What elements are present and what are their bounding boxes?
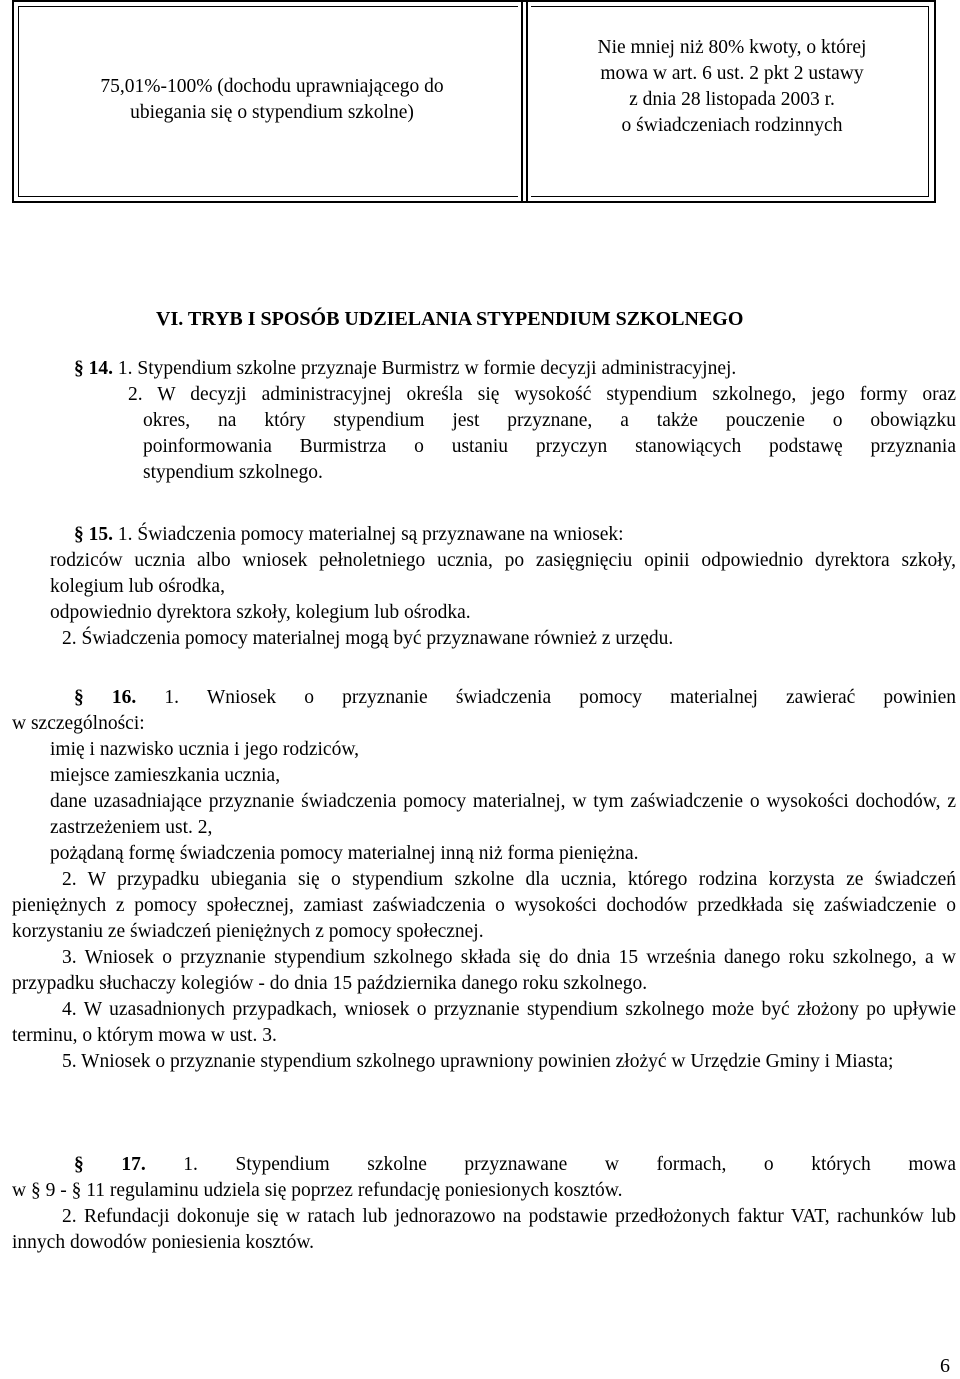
clause-text: 2. Świadczenia pomocy materialnej mogą być przyznawane również z urzędu. [62, 628, 674, 649]
clause-text: 2. Refundacji dokonuje się w ratach lub jednorazowo na podstawie przedłożonych faktur VAT, rachunków lub innych dowodów poniesienia kosztów. [12, 1206, 956, 1253]
cell-line: 75,01%-100% (dochodu uprawniającego do [100, 76, 444, 97]
list-text: imię i nazwisko ucznia i jego rodziców, [50, 739, 360, 760]
cell-line: o świadczeniach rodzinnych [621, 115, 843, 136]
list-number [12, 548, 50, 574]
clause-text: 1. Stypendium szkolne przyznawane w formach, o których mowa [183, 1154, 957, 1175]
clause-text: 4. W uzasadnionych przypadkach, wniosek o przyznanie stypendium szkolnego może być złożony po upływie terminu, o którym mowa w ust. 3. [12, 999, 956, 1046]
clause-text: 1. Wniosek o przyznanie świadczenia pomocy materialnej zawierać powinien [164, 687, 957, 708]
paragraph-16 [12, 685, 956, 1075]
clause-text: 5. Wniosek o przyznanie stypendium szkolnego uprawniony powinien złożyć w Urzędzie Gminy i Miasta; [62, 1051, 894, 1072]
cell-line: mowa w art. 6 ust. 2 pkt 2 ustawy [600, 63, 864, 84]
section-heading: VI. TRYB I SPOSÓB UDZIELANIA STYPENDIUM SZKOLNEGO [156, 308, 744, 330]
paragraph-number: § 17. [74, 1154, 146, 1175]
list-text: dane uzasadniające przyznanie świadczenia pomocy materialnej, w tym zaświadczenie o wysokości dochodów, z zastrzeżeniem ust. 2, [50, 791, 956, 838]
clause-text: 2. W decyzji administracyjnej określa się wysokość stypendium szkolnego, jego formy oraz [128, 384, 956, 405]
list-item [12, 737, 956, 763]
list-number [12, 789, 50, 815]
paragraph-number: § 16. [74, 687, 137, 708]
list-item [12, 841, 956, 867]
clause-text: 1. Świadczenia pomocy materialnej są przyznawane na wniosek: [117, 524, 624, 545]
list-item [12, 789, 956, 841]
list-number [12, 600, 50, 626]
table-cell-amount [537, 35, 927, 139]
cell-line: z dnia 28 listopada 2003 r. [629, 89, 835, 110]
clause-text: w szczególności: [12, 713, 145, 734]
income-threshold-table [12, 0, 936, 203]
list-text: pożądaną formę świadczenia pomocy materialnej inną niż forma pieniężna. [50, 843, 639, 864]
list-text: rodziców ucznia albo wniosek pełnoletniego ucznia, po zasięgnięciu opinii odpowiednio dyrektora szkoły, kolegium lub ośrodka, [50, 550, 956, 597]
list-text: odpowiednio dyrektora szkoły, kolegium lub ośrodka. [50, 602, 471, 623]
list-item [12, 763, 956, 789]
clause-text: w § 9 - § 11 regulaminu udziela się poprzez refundację poniesionych kosztów. [12, 1180, 623, 1201]
page-number: 6 [940, 1355, 950, 1377]
table-cell-income-range [32, 74, 512, 126]
clause-line: stypendium szkolnego. [143, 462, 323, 483]
cell-line: ubiegania się o stypendium szkolne) [130, 102, 414, 123]
clause-line: poinformowania Burmistrza o ustaniu przyczyn stanowiących podstawę przyznania [143, 436, 956, 457]
clause-text: 2. W przypadku ubiegania się o stypendium szkolne dla ucznia, którego rodzina korzysta ze świadczeń pieniężnych z pomocy społecznej, zamiast zaświadczenia o wysokości dochodów przedkłada się zaświadczenie o korzystaniu ze świadczeń pieniężnych z pomocy społecznej. [12, 869, 956, 942]
paragraph-15 [12, 522, 956, 652]
list-item [12, 600, 956, 626]
clause-text: 3. Wniosek o przyznanie stypendium szkolnego składa się do dnia 15 września danego roku szkolnego, a w przypadku słuchaczy kolegiów - do dnia 15 października danego roku szkolnego. [12, 947, 956, 994]
paragraph-17 [12, 1152, 956, 1256]
paragraph-14 [12, 356, 956, 486]
clause-line: okres, na który stypendium jest przyznane, a także pouczenie o obowiązku [143, 410, 956, 431]
paragraph-number: § 15. [74, 524, 113, 545]
list-number [12, 763, 50, 789]
list-text: miejsce zamieszkania ucznia, [50, 765, 281, 786]
clause-text: 1. Stypendium szkolne przyznaje Burmistrz w formie decyzji administracyjnej. [117, 358, 737, 379]
cell-line: Nie mniej niż 80% kwoty, o której [597, 37, 867, 58]
list-number [12, 737, 50, 763]
list-number [12, 841, 50, 867]
list-item [12, 548, 956, 600]
paragraph-number: § 14. [74, 358, 113, 379]
